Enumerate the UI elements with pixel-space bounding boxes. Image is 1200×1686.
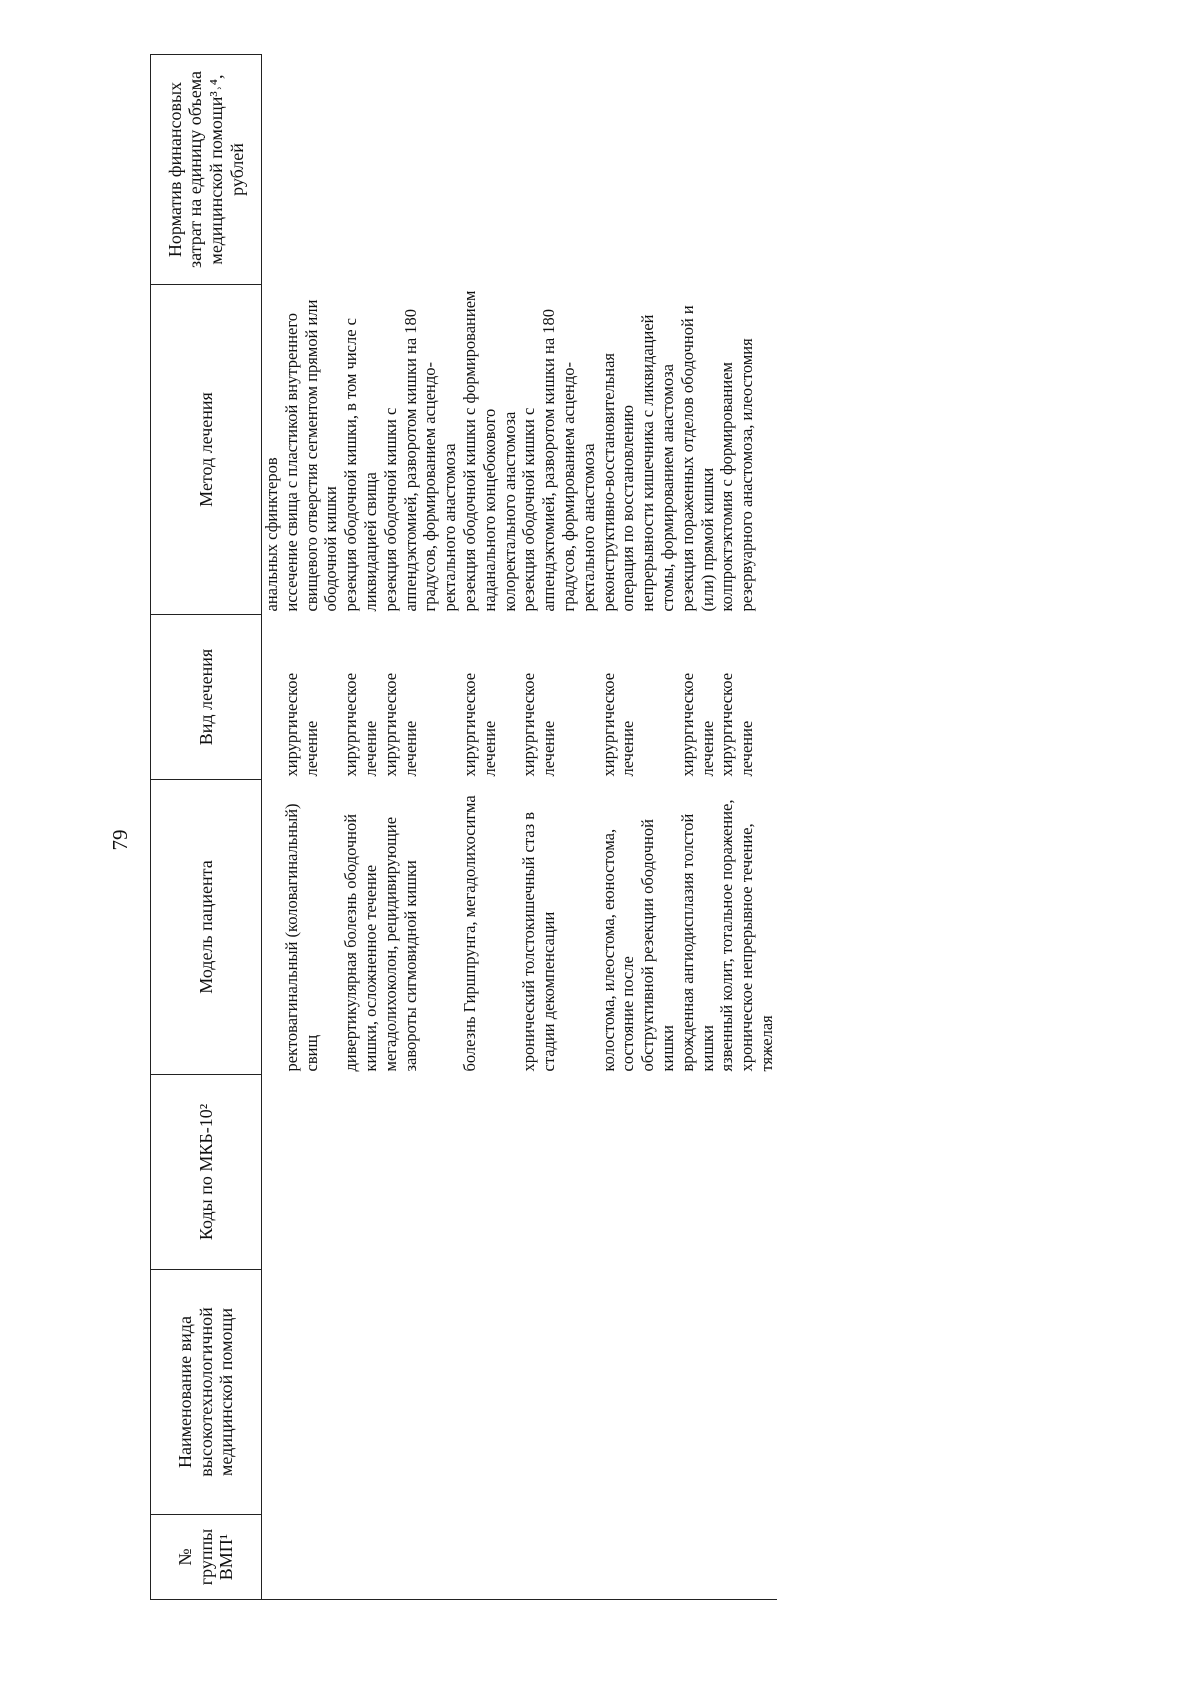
method-cell: резекция ободочной кишки с формированием наданального концебокового колоректального анастомоза [459, 290, 519, 612]
table-header-row [151, 55, 262, 1600]
treatment-type-cell: хирургическое лечение [341, 672, 380, 777]
method-cell: иссечение свища с пластикой внутреннего свищевого отверстия сегментом прямой или ободочной кишки [281, 299, 341, 612]
header-codes: Коды по МКБ-10² [151, 1075, 262, 1270]
treatment-type-cell: хирургическое лечение [677, 672, 717, 777]
method-cell: резекция пораженных отделов ободочной и (или) прямой кишки [677, 305, 717, 612]
method-cell: резекция ободочной кишки, в том числе с ликвидацией свища [341, 318, 380, 612]
table-row [599, 55, 639, 1600]
table-row [638, 55, 678, 1600]
treatment-type-cell [262, 615, 282, 780]
treatment-type-cell: хирургическое лечение [459, 672, 499, 777]
rotated-table-container [150, 55, 1150, 1600]
table-row [341, 55, 381, 1600]
header-patient-model: Модель пациента [151, 780, 262, 1075]
patient-model-cell: дивертикулярная болезнь ободочной кишки, осложненное течение [341, 813, 380, 1072]
patient-model-cell: хронический толстокишечный стаз в стадии декомпенсации [519, 811, 559, 1072]
method-cell: резекция ободочной кишки с аппендэктомией, разворотом кишки на 180 градусов, формированием асцендо-ректального анастомоза [519, 308, 598, 612]
patient-model-cell: обструктивной резекции ободочной кишки [638, 819, 677, 1072]
header-group-no: № группы ВМП¹ [151, 1515, 262, 1600]
patient-model-cell: мегадолихоколон, рецидивирующие завороты сигмовидной кишки [380, 816, 420, 1072]
header-method: Метод лечения [151, 285, 262, 615]
header-name: Наименование вида высокотехнологичной медицинской помощи [151, 1270, 262, 1515]
method-cell: реконструктивно-восстановительная операция по восстановлению [598, 352, 638, 612]
table-row [519, 55, 598, 1600]
header-norm: Норматив финансовых затрат на единицу объема медицинской помощи³˒⁴, рублей [151, 55, 262, 285]
treatment-type-cell: хирургическое лечение [281, 672, 321, 777]
patient-model-cell: болезнь Гиршпрунга, мегадолихосигма [459, 795, 479, 1072]
treatment-type-cell: хирургическое лечение [380, 672, 420, 777]
table-row [282, 55, 341, 1600]
table-row [262, 55, 282, 1600]
patient-model-cell: ректовагинальный (коловагинальный) свищ [281, 803, 321, 1072]
table-row [381, 55, 460, 1600]
method-cell: непрерывности кишечника с ликвидацией стомы, формированием анастомоза [638, 314, 677, 612]
table-row [460, 55, 519, 1600]
patient-model-cell: врожденная ангиодисплазия толстой кишки [677, 813, 717, 1072]
patient-model-cell: язвенный колит, тотальное поражение, хроническое непрерывное течение, тяжелая [717, 799, 776, 1072]
method-cell: колпроктэктомия с формированием резервуарного анастомоза, илеостомия [717, 338, 757, 612]
patient-model-cell: колостома, илеостома, еюностома, состояние после [598, 828, 638, 1072]
method-cell: анальных сфинктеров [262, 457, 281, 612]
table-row [717, 55, 776, 1600]
page-number: 79 [108, 829, 132, 851]
patient-model-cell [262, 780, 282, 1075]
header-treatment-type: Вид лечения [151, 615, 262, 780]
vmp-table [150, 54, 777, 1600]
method-cell: резекция ободочной кишки с аппендэктомией, разворотом кишки на 180 градусов, формированием асцендо-ректального анастомоза [380, 308, 460, 612]
treatment-type-cell: хирургическое лечение [598, 672, 638, 777]
treatment-type-cell: хирургическое лечение [519, 672, 559, 777]
treatment-type-cell [638, 615, 678, 780]
table-row [678, 55, 718, 1600]
treatment-type-cell: хирургическое лечение [717, 672, 757, 777]
